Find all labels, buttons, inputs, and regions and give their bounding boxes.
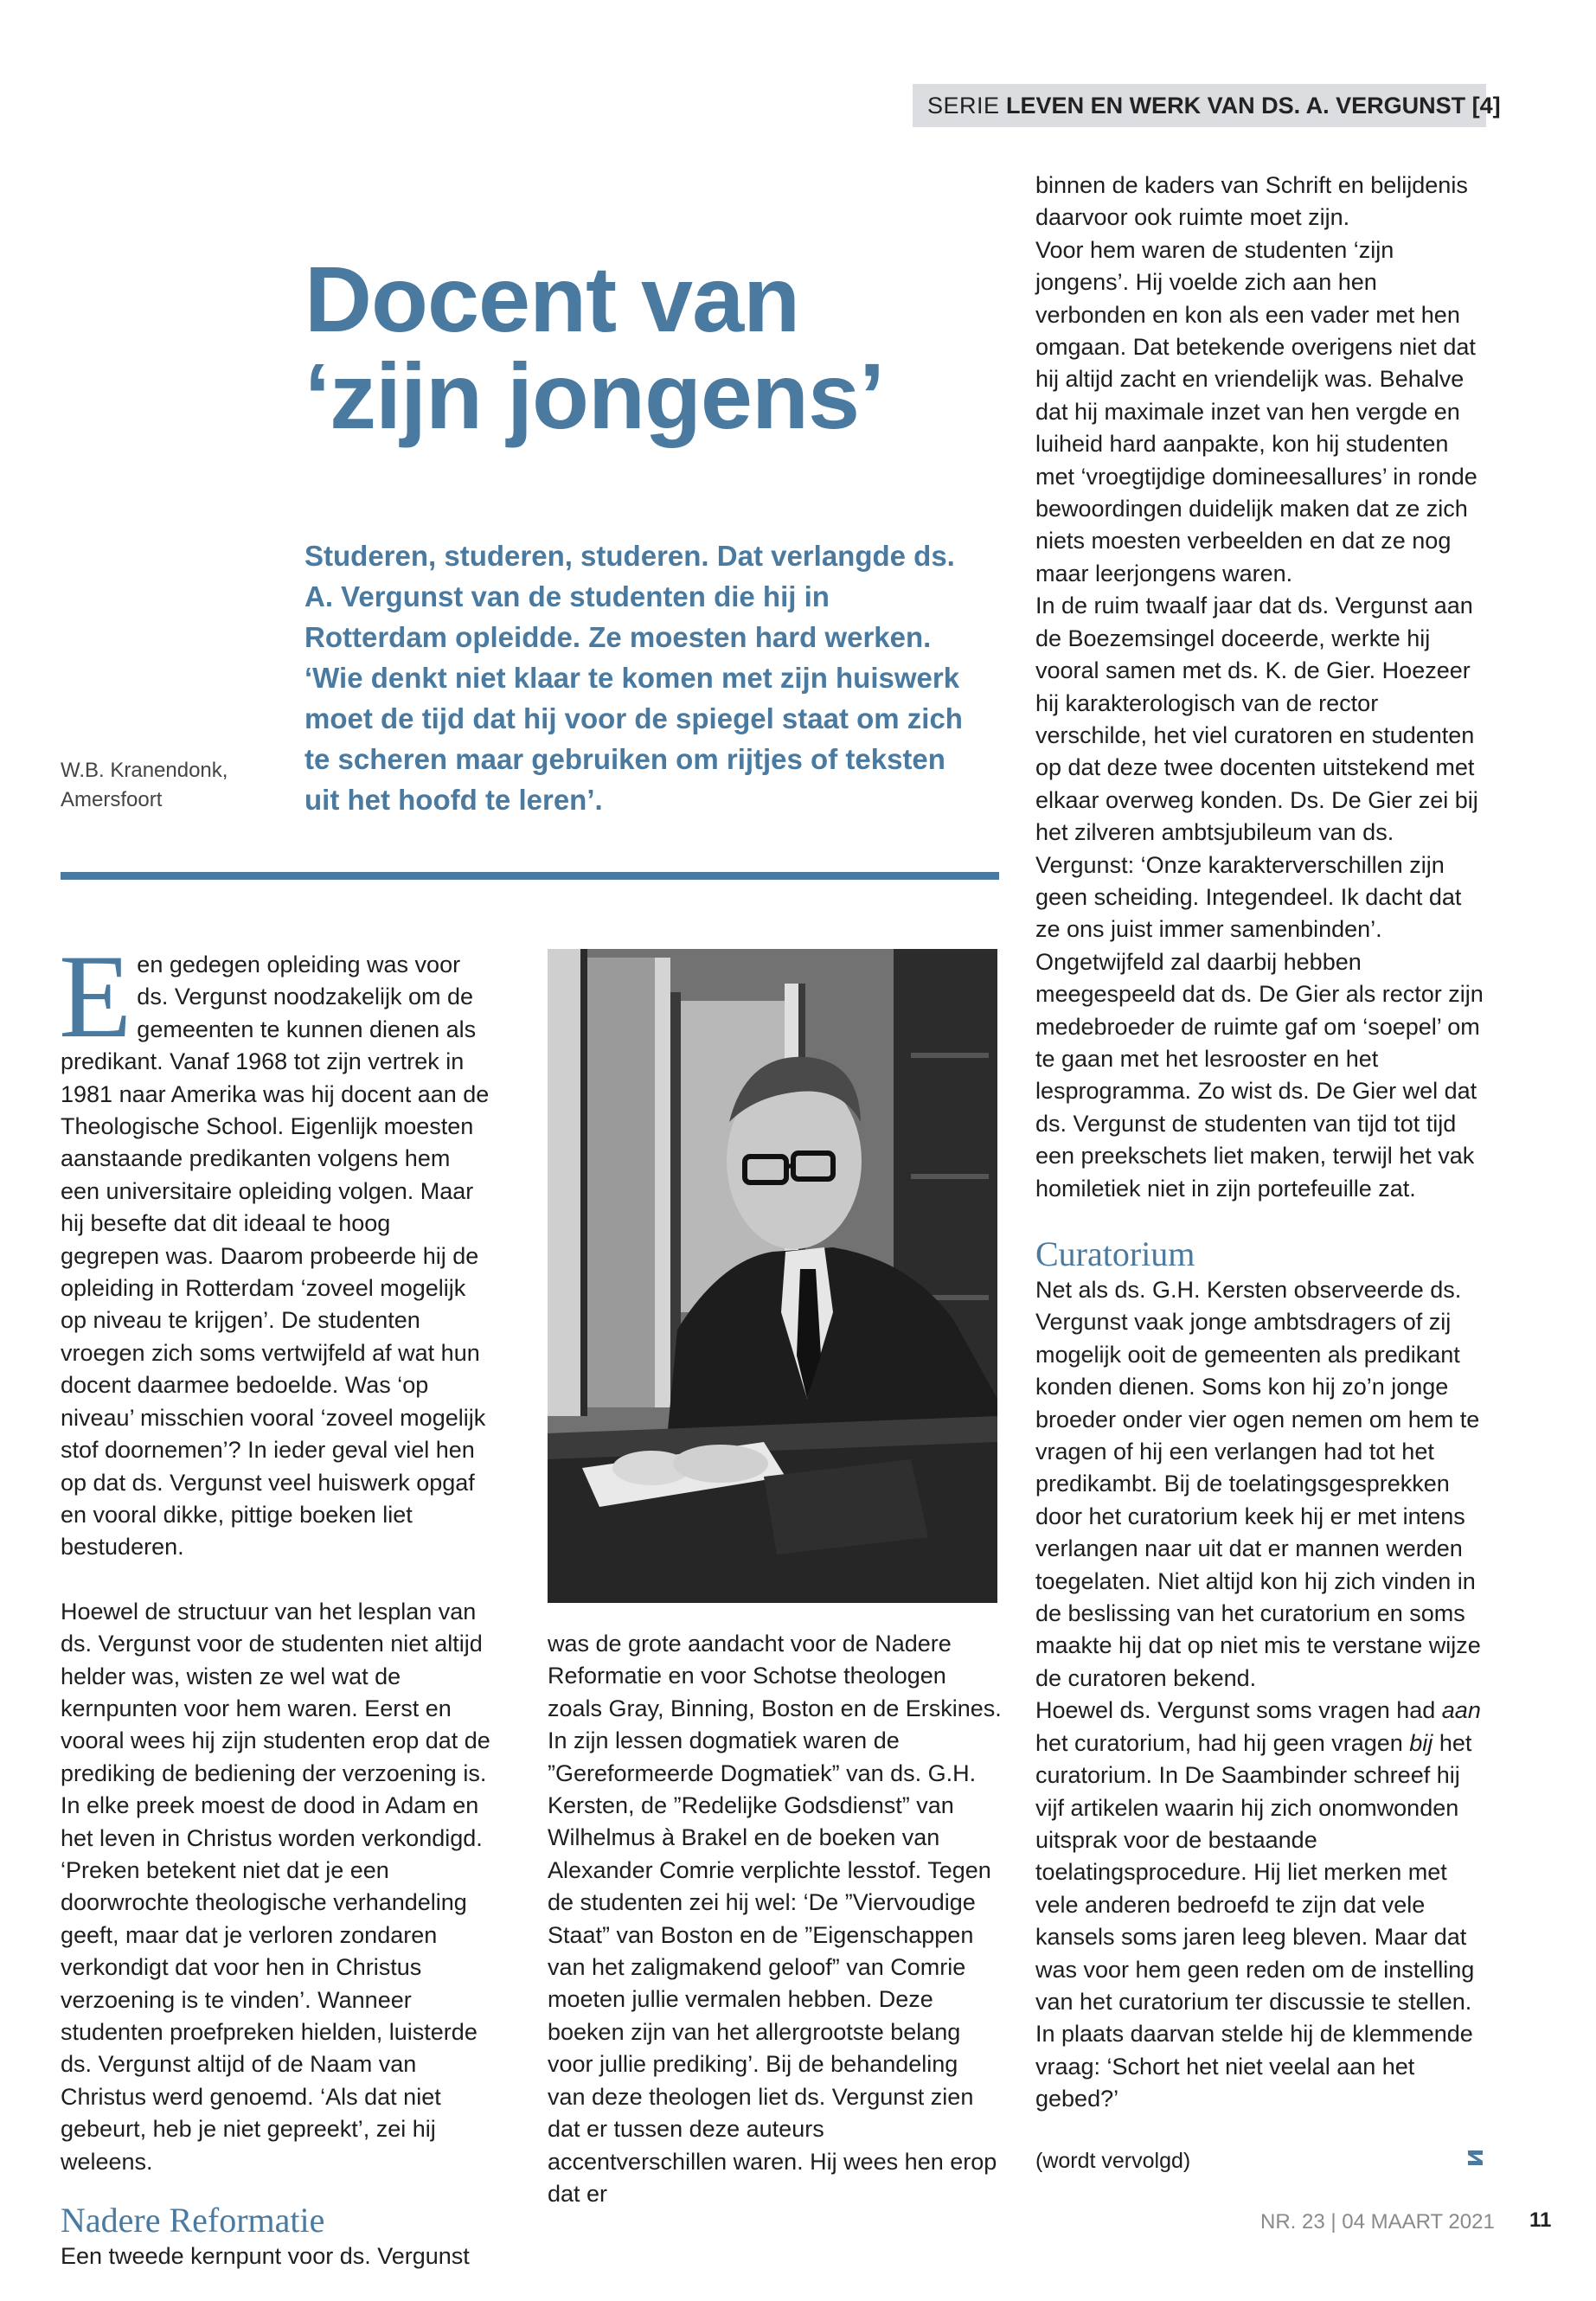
end-mark-icon xyxy=(1465,2147,1486,2168)
drop-cap: E xyxy=(59,930,132,1062)
paragraph-3-start: Een tweede kernpunt voor ds. Vergunst xyxy=(61,2243,470,2270)
subheading-curatorium: Curatorium xyxy=(1035,1234,1195,1273)
series-header xyxy=(913,84,1501,127)
series-title: LEVEN EN WERK VAN DS. A. VERGUNST [4] xyxy=(1006,93,1501,119)
column-2 xyxy=(548,1628,1002,2210)
divider-rule xyxy=(61,872,999,880)
paragraph-3-continued: was de grote aandacht voor de Nadere Reformatie en voor Schotse theologen zoals Gray, Binning, Boston en de Erskines. In zijn lessen dogmatiek waren de ”Gereformeerde Dogmatiek” van ds. G.H. Kersten, de ”Redelijke Godsdienst” van Wilhelmus à Brakel en de boeken van Alexander Comrie verplichte lesstof. Tegen de studenten zei hij wel: ‘De ”Viervoudige Staat” van Boston en de ”Eigenschappen van het zaligmakend geloof” van Comrie moeten jullie vermalen hebben. Deze boeken zijn van het allergrootste belang voor jullie prediking’. Bij de behandeling van deze theologen liet ds. Vergunst zien dat er tussen deze auteurs accentverschillen waren. Hij wees hen erop dat er xyxy=(548,1631,1002,2207)
series-label: SERIE xyxy=(927,93,1000,119)
paragraph-7: Net als ds. G.H. Kersten observeerde ds. Vergunst vaak jonge ambtsdragers of zij mogelijk ooit de gemeenten als predikant konden dienen. Soms kon hij zo’n jonge broeder onder vier ogen nemen om hem te vragen of hij een verlangen had tot het predikambt. Bij de toelatingsgesprekken door het curatorium keek hij er met intens verlangen naar uit dat er mannen werden toegelaten. Niet altijd kon hij zich vinden in de beslissing van het curatorium en soms maakte hij dat op niet mis te verstane wijze de curatoren bekend. xyxy=(1035,1277,1481,1691)
paragraph-8-emphasis-aan: aan xyxy=(1441,1697,1481,1724)
to-be-continued: (wordt vervolgd) xyxy=(1035,2148,1191,2173)
paragraph-6: In de ruim twaalf jaar dat ds. Vergunst aan de Boezemsingel doceerde, werkte hij vooral samen met ds. K. de Gier. Hoezeer hij karakterologisch van de rector verschilde, het viel curatoren en studenten op dat deze twee docenten uitstekend met elkaar overweg konden. Ds. De Gier zei bij het zilveren ambtsjubileum van ds. Vergunst: ‘Onze karakterverschillen zijn geen scheiding. Integendeel. Ik dacht dat ze ons juist immer samenbinden’. Ongetwijfeld zal daarbij hebben meegespeeld dat ds. De Gier als rector zijn medebroeder de ruimte gaf om ‘soepel’ om te gaan met het lesrooster en het lesprogramma. Zo wist ds. De Gier wel dat ds. Vergunst de studenten van tijd tot tijd een preekschets liet maken, terwijl het vak homiletiek niet in zijn portefeuille zat. xyxy=(1035,593,1484,1202)
paragraph-4: binnen de kaders van Schrift en belijdenis daarvoor ook ruimte moet zijn. xyxy=(1035,172,1468,231)
issue-info: NR. 23 | 04 MAART 2021 xyxy=(1260,2210,1495,2234)
paragraph-2: Hoewel de structuur van het lesplan van ds. Vergunst voor de studenten niet altijd helder was, wisten ze wel wat de kernpunten voor hem waren. Eerst en vooral wees hij zijn studenten erop dat de prediking de bediening der verzoening is. In elke preek moest de dood in Adam en het leven in Christus worden verkondigd. ‘Preken betekent niet dat je een doorwrochte theologische verhandeling geeft, maar dat je verloren zondaren verkondigt dat voor hen in Christus verzoening is te vinden’. Wanneer studenten proefpreken hielden, luisterde ds. Vergunst altijd of de Naam van Christus werd genoemd. ‘Als dat niet gebeurt, heb je niet gepreekt’, zei hij weleens. xyxy=(61,1598,490,2175)
title-line-1: Docent van xyxy=(304,247,800,351)
page-number: 11 xyxy=(1529,2208,1552,2232)
article-lede: Studeren, studeren, studeren. Dat verlangde ds. A. Vergunst van de studenten die hij in Rotterdam opleidde. Ze moesten hard werken. ‘Wie denkt niet klaar te komen met zijn huiswerk moet de tijd dat hij voor de spiegel staat om zich te scheren maar gebruiken om rijtjes of teksten uit het hoofd te leren’. xyxy=(304,540,963,816)
portrait-photo xyxy=(548,949,997,1603)
paragraph-1-text: en gedegen opleiding was voor ds. Vergunst noodzakelijk om de gemeenten te kunnen dienen als predikant. Vanaf 1968 tot zijn vertrek in 1981 naar Amerika was hij docent aan de Theologische School. Eigenlijk moesten aanstaande predikanten volgens hem een universitaire opleiding volgen. Maar hij besefte dat dit ideaal te hoog gegrepen was. Daarom probeerde hij de opleiding in Rotterdam ‘zoveel mogelijk op niveau te krijgen’. De studenten vroegen zich soms vertwijfeld af wat hun docent daarmee bedoelde. Was ‘op niveau’ misschien vooral ‘zoveel mogelijk stof doornemen’? In ieder geval viel hen op dat ds. Vergunst veel huiswerk opgaf en vooral dikke, pittige boeken liet bestuderen. xyxy=(61,952,490,1561)
author-place: Amersfoort xyxy=(61,788,163,811)
paragraph-8 xyxy=(1035,1695,1485,2115)
paragraph-8-b: het curatorium, had hij geen vragen xyxy=(1035,1729,1403,1756)
author-name: W.B. Kranendonk, xyxy=(61,759,228,782)
subheading-nadere-reformatie: Nadere Reformatie xyxy=(61,2201,325,2240)
article-title xyxy=(304,247,885,448)
column-3 xyxy=(1035,170,1485,2177)
paragraph-8-a: Hoewel ds. Vergunst soms vragen had xyxy=(1035,1697,1436,1724)
author-credit xyxy=(61,756,228,815)
paragraph-8-emphasis-bij: bij xyxy=(1409,1729,1433,1756)
paragraph-5: Voor hem waren de studenten ‘zijn jongens’. Hij voelde zich aan hen verbonden en kon als een vader met hen omgaan. Dat betekende overigens niet dat hij altijd zacht en vriendelijk was. Behalve dat hij maximale inzet van hen vergde en luiheid hard aanpakte, kon hij studenten met ‘vroegtijdige domineesallures’ in ronde bewoordingen duidelijk maken dat ze zich niets moesten verbeelden en dat ze nog maar leerjongens waren. xyxy=(1035,236,1477,586)
column-1 xyxy=(59,930,493,2272)
title-line-2: ‘zijn jongens’ xyxy=(304,343,885,448)
paragraph-8-c: het curatorium. In De Saambinder schreef hij vijf artikelen waarin hij zich onomwonden uitsprak voor de bestaande toelatingsprocedure. Hij liet merken met vele anderen bedroefd te zijn dat vele kansels soms jaren leeg bleven. Maar dat was voor hem geen reden om de instelling van het curatorium ter discussie te stellen. In plaats daarvan stelde hij de klemmende vraag: ‘Schort het niet veelal aan het gebed?’ xyxy=(1035,1729,1475,2112)
paragraph-1 xyxy=(59,930,493,1564)
